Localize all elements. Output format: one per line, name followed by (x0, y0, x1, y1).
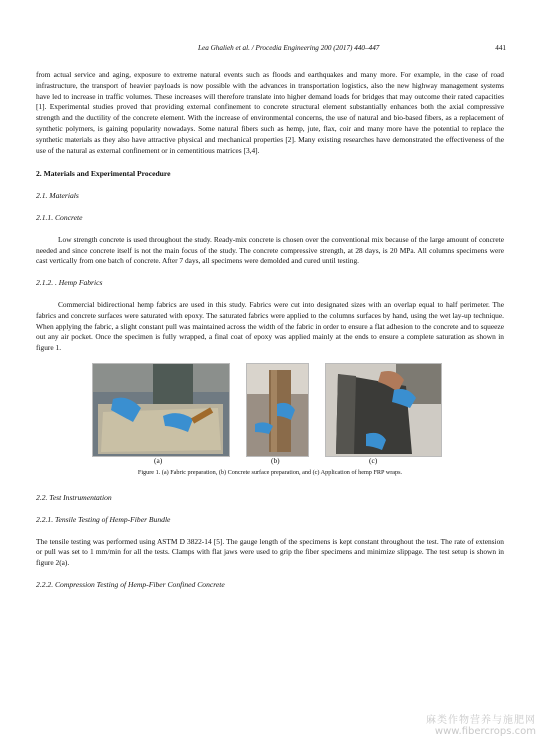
page-number: 441 (495, 44, 506, 52)
subsection-heading-tensile-testing: 2.2.1. Tensile Testing of Hemp-Fiber Bundle (36, 514, 171, 524)
subsection-heading-compression-testing: 2.2.2. Compression Testing of Hemp-Fiber Confined Concrete (36, 579, 225, 589)
section-heading-materials-procedure: 2. Materials and Experimental Procedure (36, 169, 171, 179)
watermark-url: www.fibercrops.com (434, 726, 536, 737)
figure-1-label-c: (c) (369, 455, 378, 465)
article-body (36, 70, 504, 591)
photo-hemp-frp-wrap-application (325, 363, 442, 457)
figure-1-label-b: (b) (271, 455, 280, 465)
subsection-heading-hemp-fabrics: 2.1.2. . Hemp Fabrics (36, 278, 103, 288)
journal-citation: Lea Ghalieh et al. / Procedia Engineering 200 (2017) 440–447 (198, 44, 380, 52)
intro-paragraph: from actual service and aging, exposure to extreme natural events such as floods and earthquakes and many more. For example, in the case of road infrastructure, the transport of heavier payloads is now possible with the advances in transportation logistics, also the new highway management systems have led to increase in traffic volumes. These increases will therefore translate into higher demand loads for bridges that may outcome their rated capacities [1]. Experimental studies proved that providing external confinement to concrete structural element substantially enhances both the axial compressive strength and the ductility of the concrete element. With the increase of environmental concerns, the use of natural and bio-based fibers, as a replacement of synthetic polymers, is gaining popularity nowadays. Some natural fibers such as hemp, jute, flax, coir and many more have the potential to replace the synthetic materials as they also have attractive physical and mechanical properties [2]. Many existing researches have demonstrated the effectiveness of the use of the natural as external confinement or in cementitious matrices [3,4]. (36, 70, 504, 155)
concrete-paragraph: Low strength concrete is used throughout the study. Ready-mix concrete is chosen over the conventional mix because of the large amount of concrete needed and since concrete itself is not the main focus of the study. The concrete compressive strength, at 28 days, is 20 MPa. All columns specimens were cast vertically from one batch of concrete. After 7 days, all specimens were demolded and cured until testing. (36, 234, 504, 266)
figure-1 (36, 363, 504, 481)
figure-1-caption: Figure 1. (a) Fabric preparation, (b) Concrete surface preparation, and (c) Application of hemp FRP wraps. (137, 468, 403, 476)
photo-fabric-preparation (92, 363, 230, 457)
photo-concrete-surface-preparation (246, 363, 309, 457)
running-header (36, 44, 506, 56)
subsection-heading-concrete: 2.1.1. Concrete (36, 212, 83, 222)
subsection-heading-test-instrumentation: 2.2. Test Instrumentation (36, 492, 112, 502)
site-watermark (426, 711, 536, 737)
watermark-chinese-text: 麻类作物营养与施肥网 (426, 715, 536, 726)
figure-1-label-a: (a) (154, 455, 163, 465)
subsection-heading-materials: 2.1. Materials (36, 191, 79, 201)
tensile-testing-paragraph: The tensile testing was performed using ASTM D 3822-14 [5]. The gauge length of the specimens is kept constant throughout the test. The rate of extension or pull was set to 1 mm/min for all the tests. Clamps with flat jaws were used to grip the fiber specimens and minimize slippage. The test setup is shown in figure 2(a). (36, 536, 504, 568)
hemp-fabrics-paragraph: Commercial bidirectional hemp fabrics are used in this study. Fabrics were cut into designated sizes with an overlap equal to half perimeter. The fabrics and concrete surfaces were saturated with epoxy. The saturated fabrics were applied to the columns surfaces by hand, using the wet lay-up technique. When applying the fabric, a slight constant pull was maintained across the width of the fabric in order to ensure a flat adhesion to the concrete and to squeeze out any air pocket. Once the specimen is fully wrapped, a final coat of epoxy was applied mainly at the ends to ensure a complete saturation as shown in figure 1. (36, 299, 504, 353)
